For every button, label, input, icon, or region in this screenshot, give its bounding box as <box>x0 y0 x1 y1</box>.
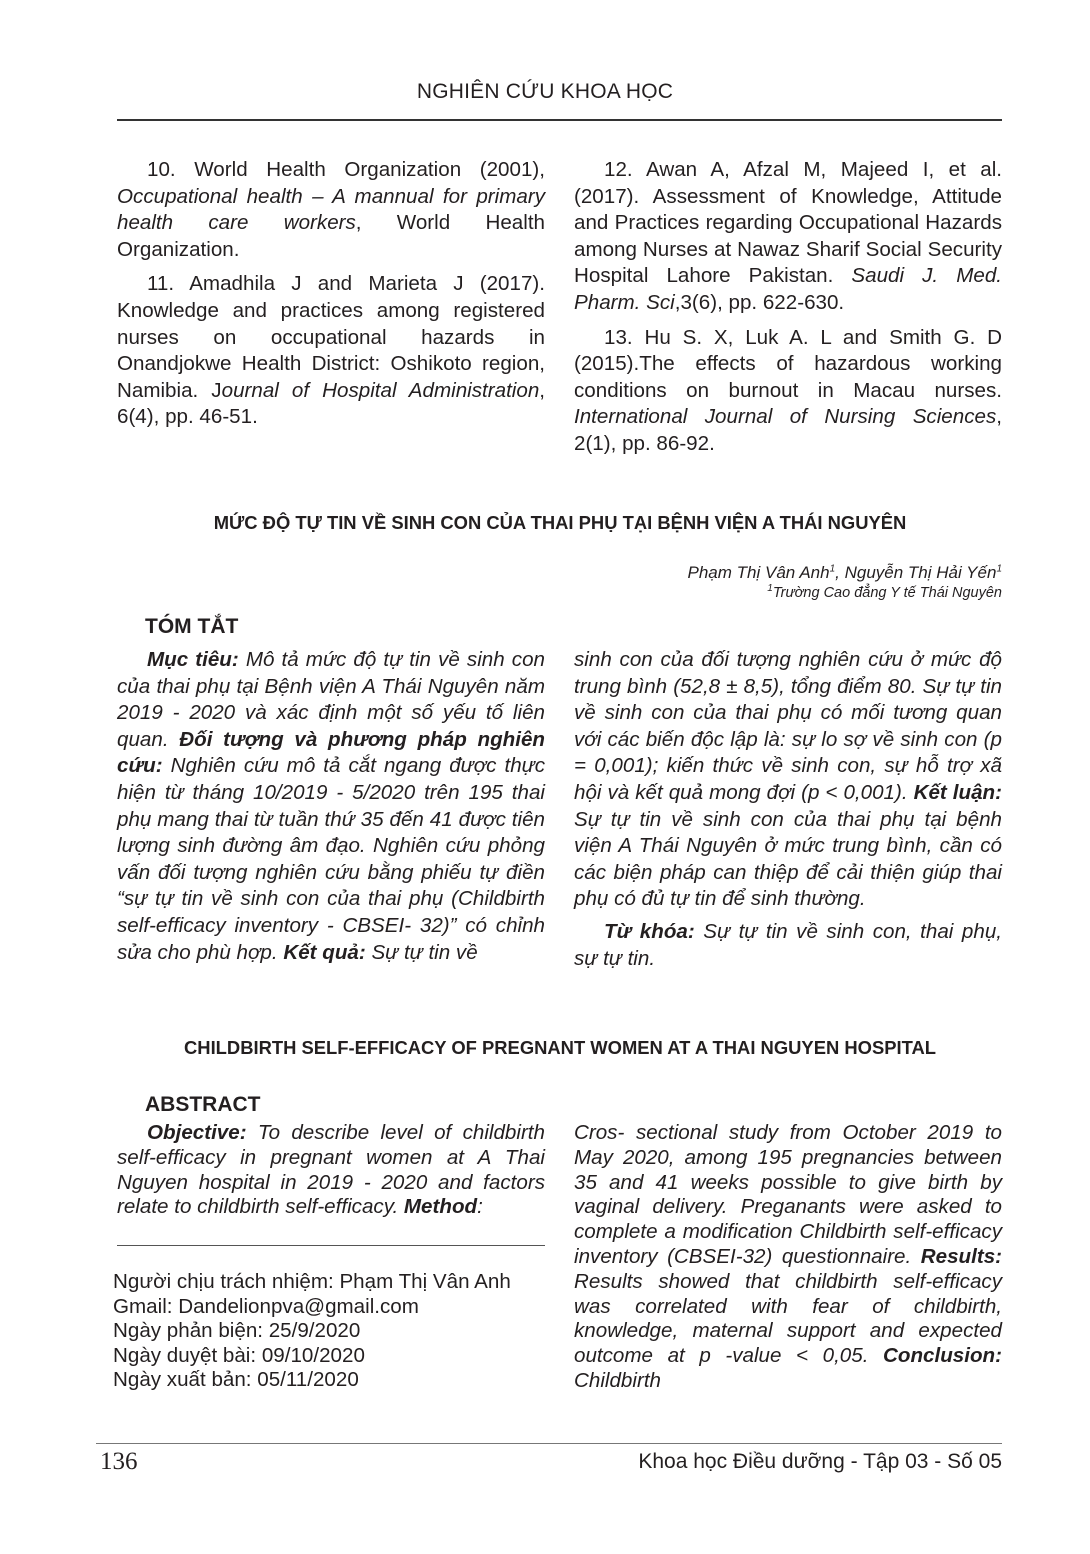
affiliation <box>688 583 1002 603</box>
reference-item <box>574 157 1002 317</box>
footnote-divider <box>117 1245 545 1246</box>
result-text: sinh con của đối tượng nghiên cứu ở mức độ trung bình (52,8 ± 8,5), tổng điểm 80. Sự tự tin về sinh con của thai phụ có mối tương quan với các biến độc lập là: sự lo sợ về sinh con (p = 0,001); kiến thức về sinh con, sự hỗ trợ xã hội và kết quả mong đợi (p < 0,001). <box>574 648 1002 804</box>
reference-text: Amadhila J and Marieta J (2017). Knowledge and practices among registered nurses on occupational hazards in Onandjokwe Health District: Oshikoto region, Namibia. J <box>117 272 545 402</box>
author-block <box>688 563 1002 603</box>
reference-number: 11. <box>147 272 175 296</box>
method-label: Method <box>403 1195 478 1219</box>
footer-divider <box>96 1443 1002 1444</box>
abstract-paragraph <box>117 1121 545 1220</box>
references-right-column <box>574 157 1002 466</box>
conclusion-text: Sự tự tin về sinh con của thai phụ tại bệnh viện A Thái Nguyên ở mức trung bình, cần có các biện pháp can thiệp để cải thiện giúp thai phụ có đủ tự tin để sinh thường. <box>574 807 1002 911</box>
reference-journal: ournal of Hospital Administration <box>221 378 540 402</box>
method-text: Nghiên cứu mô tả cắt ngang được thực hiện từ tháng 10/2019 - 5/2020 trên 195 thai phụ mang thai từ tuần thứ 35 đến 41 được tiên lượng sinh đường âm đạo. Nghiên cứu phỏng vấn đối tượng nghiên cứu bằng phiếu tự điền “sự tự tin về sinh con của thai phụ (Childbirth self-efficacy inventory - CBSEI- 32)” có chỉnh sửa cho phù hợp. <box>117 754 545 964</box>
reference-journal: Saudi J. Med. Pharm. Sci <box>574 264 1002 314</box>
references-left-column <box>117 157 545 439</box>
approval-date: Ngày duyệt bài: 09/10/2020 <box>113 1343 365 1367</box>
conclusion-text: Childbirth <box>574 1368 661 1392</box>
objective-label: Mục tiêu: <box>147 648 239 671</box>
objective-text: Mô tả mức độ tự tin về sinh con của thai phụ tại Bệnh viện A Thái Nguyên năm 2019 - 2020 và xác định một số yếu tố liên quan. <box>117 648 545 751</box>
objective-text: To describe level of childbirth self-efficacy in pregnant women at A Thai Nguyen hospital in 2019 - 2020 and factors relate to childbirth self-efficacy. <box>117 1121 545 1219</box>
method-label: Đối tượng và phương pháp nghiên cứu: <box>117 727 546 778</box>
article-title-vi: MỨC ĐỘ TỰ TIN VỀ SINH CON CỦA THAI PHỤ TẠI BỆNH VIỆN A THÁI NGUYÊN <box>213 512 907 533</box>
result-label: Kết quả: <box>283 940 366 964</box>
reference-title: Occupational health – A mannual for primary health care workers <box>117 184 545 235</box>
method-text: Cros- sectional study from October 2019 to May 2020, among 195 pregnancies between 35 and 41 weeks possible to give birth by vaginal delivery. Preganants were asked to complete a modification Childbirth self-efficacy inventory (CBSEI-32) questionnaire. <box>574 1121 1002 1268</box>
responsible-author: Người chịu trách nhiệm: Phạm Thị Vân Anh <box>113 1270 511 1293</box>
publish-date: Ngày xuất bản: 05/11/2020 <box>113 1368 359 1392</box>
reference-text: , World Health Organization. <box>117 211 545 261</box>
results-label: Results: <box>920 1244 1002 1268</box>
objective-label: Objective: <box>147 1121 247 1144</box>
abstract-heading-vi: TÓM TẮT <box>145 615 239 638</box>
reference-journal: International Journal of Nursing Sciences <box>574 405 997 429</box>
keywords-paragraph <box>574 919 1002 972</box>
method-colon: : <box>477 1195 483 1219</box>
author-separator: , <box>835 563 845 582</box>
reference-number: 13. <box>604 325 633 349</box>
abstract-en-right <box>574 1121 1002 1400</box>
reference-item <box>574 325 1002 458</box>
abstract-paragraph <box>117 647 545 966</box>
reference-text: , 6(4), pp. 46-51. <box>117 378 546 429</box>
reference-item <box>117 271 545 431</box>
result-text: Sự tự tin về <box>365 940 478 964</box>
abstract-vi-left <box>117 647 545 972</box>
reference-number: 10. <box>147 158 176 181</box>
correspondence-footnote <box>113 1270 553 1393</box>
author-email: Gmail: Dandelionpva@gmail.com <box>113 1294 419 1318</box>
author-list <box>688 563 1002 583</box>
abstract-heading-en: ABSTRACT <box>145 1093 261 1116</box>
reference-text: World Health Organization (2001), <box>175 158 545 181</box>
article-title-en: CHILDBIRTH SELF-EFFICACY OF PREGNANT WOMEN AT A THAI NGUYEN HOSPITAL <box>184 1037 936 1058</box>
header-divider <box>117 119 1002 121</box>
reference-number: 12. <box>604 158 633 181</box>
keywords-text: Sự tự tin về sinh con, thai phụ, sự tự tin. <box>574 919 1002 970</box>
abstract-paragraph <box>574 647 1002 913</box>
affiliation-sup: 1 <box>767 583 773 595</box>
reference-text: Hu S. X, Luk A. L and Smith G. D (2015).The effects of hazardous working conditions on burnout in Macau nurses. <box>574 325 1002 402</box>
abstract-vi-right <box>574 647 1002 978</box>
journal-name: Khoa học Điều dưỡng - Tập 03 - Số 05 <box>638 1450 1002 1473</box>
abstract-paragraph <box>574 1121 1002 1394</box>
author-sup: 1 <box>829 563 836 575</box>
keywords-label: Từ khóa: <box>604 919 695 943</box>
reference-text: Awan A, Afzal M, Majeed I, et al. (2017). Assessment of Knowledge, Attitude and Practices regarding Occupational Hazards among Nurses at Nawaz Sharif Social Security Hospital Lahore Pakistan. <box>574 158 1002 288</box>
results-text: Results showed that childbirth self-efficacy was correlated with fear of childbirth, knowledge, maternal support and expected outcome at p -value < 0,05. <box>574 1269 1002 1368</box>
author-sup: 1 <box>996 563 1002 575</box>
author-name: Phạm Thị Vân Anh <box>687 563 830 582</box>
reference-item <box>117 157 545 263</box>
author-name: Nguyễn Thị Hải Yến <box>844 563 997 582</box>
reference-text: ,3(6), pp. 622-630. <box>674 290 845 314</box>
review-date: Ngày phản biện: 25/9/2020 <box>113 1319 361 1343</box>
conclusion-label: Conclusion: <box>883 1344 1002 1368</box>
running-head: NGHIÊN CỨU KHOA HỌC <box>416 80 674 103</box>
affiliation-text: Trường Cao đẳng Y tế Thái Nguyên <box>772 585 1002 601</box>
page-number: 136 <box>100 1448 138 1475</box>
reference-text: , 2(1), pp. 86-92. <box>574 405 1002 455</box>
abstract-en-left <box>117 1121 545 1226</box>
conclusion-label: Kết luận: <box>913 780 1002 804</box>
